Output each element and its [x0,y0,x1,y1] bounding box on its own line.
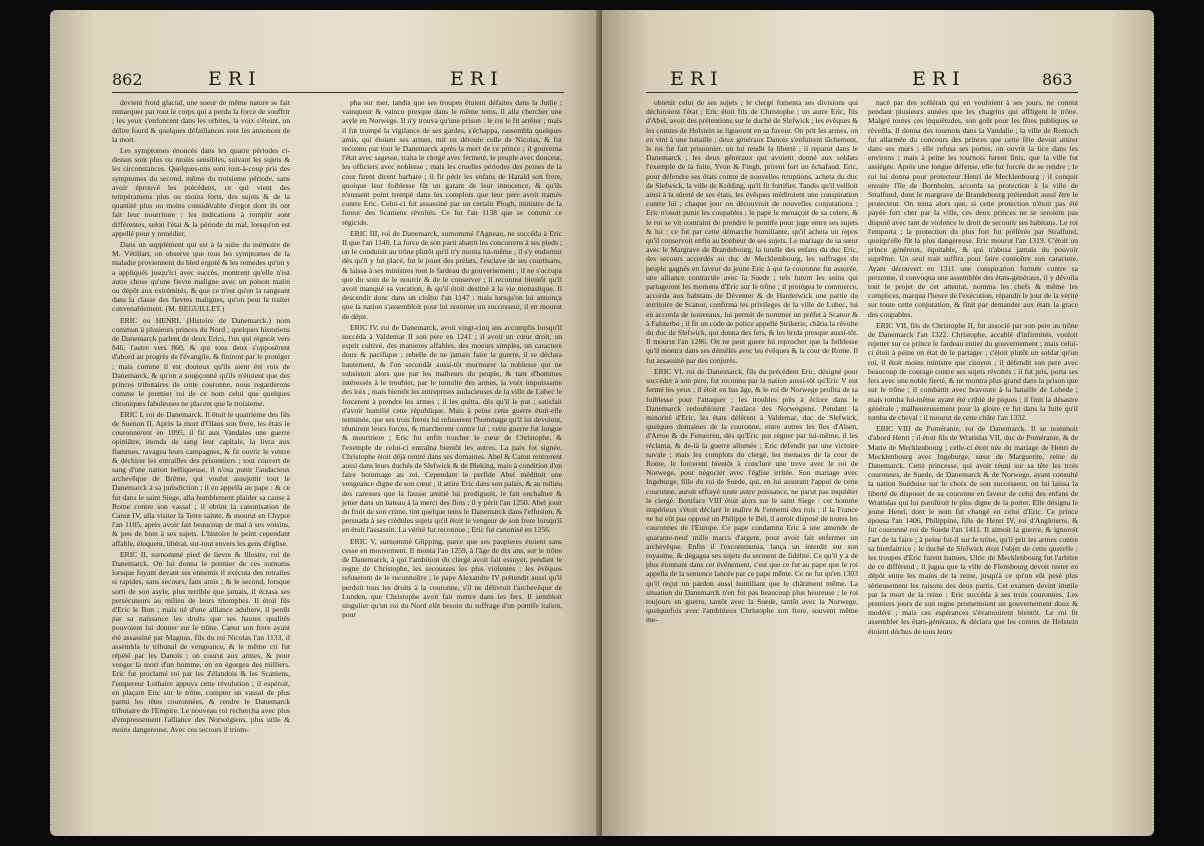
right-page [602,10,1154,836]
paragraph: ERIC VIII de Poméranie, roi de Danemarck. Il se nommoit d'abord Henri ; il étoit fils de Wratislas VII, duc de Poméranie, & de Marie de Mecklenbourg ; celle-ci étoit née du mariage de Henri de Mecklenbourg avec Ingeburge, sœur de Marguerite, reine de Danemarck. Cette princesse, qui avoit réuni sur sa tête les trois couronnes, de Suede, de Danemarck & de Norwege, ayant consulté la nation Suédoise sur le choix de son successeur, on lui laissa la liberté de disposer de sa couronne en faveur de celui des enfans de Wratislas qui lui paroîtroit le plus digne de la porter. Elle désigna le jeune Henri, dont le nom fut changé en celui d'Eric. Ce prince épousa l'an 1406, Philippine, fille de Henri IV, roi d'Angleterre, & fut couronné roi de Suede l'an 1411. Il aimoit la guerre, & ignoroit l'art de la faire ; à peine fut-il sur le trône, qu'il prit les armes contre sa bienfaitrice ; le duché de Slefwick étoit l'objet de cette querelle ; les troupes d'Eric furent battues, Ulric de Mecklenbourg fut l'arbitre de ce différend ; il jugea que la ville de Flensbourg devoit rester en dépôt entre les mains de la reine, jusqu'à ce qu'on eût pesé plus sérieusement les raisons des deux partis. Cet examen devint inutile par la mort de la reine : Eric succéda à ses trois couronnes. Les premiers jours de son regne promettoient un gouvernement doux & modéré ; mais ces espérances s'évanouirent bientôt. Le roi fit assembler les états-généraux, & déclara que les comtes de Holstein étoient déchus de tous leurs [868,424,1078,636]
paragraph: pha sur mer, tandis que ses troupes étoient défaites dans la Jutlie ; vainqueur & vaincu presque dans le même tems, il alla chercher une asyle en Norwege. Il n'y trouva qu'une prison : le roi le fit arrêter ; mais il fut trompé la vigilance de ses gardes, s'échappa, rassembla quelques amis, qui étoient ses armes, mit en déroute celle de Nicolas, & fut reconnu par tout le Danemarck après la mort de ce prince ; il gouverna l'état avec sagesse, traita le clergé avec fermeté, le peuple avec douceur, les officiers avec noblesse ; mais les cruelles périodes des peines de la cour firent dirent barbare ; il fit périr les enfans de Harald son frere, quoique leur foiblesse fût un garant de leur innocence, & qu'ils n'eussent point trempé dans les complots que leur pere avoit tramés contre Eric. Celui-ci fut assassiné par un certain Plogh, ministre de la fureur des Scaniens révoltés. Ce fut l'an 1138 que se commit ce régicide. [342,98,562,227]
paragraph: ERIC III, roi de Danemarck, surnommé l'Agneau, ne succéda à Eric II que l'an 1140. La force de son parti abattit les concurrens à ses pieds ; on le conduisit au trône plutôt qu'il n'y monta lui-même ; il s'y endormit dès qu'il y fut placé, fut le jouet des prélats, l'esclave de ses courtisans, & laissa à ses ministres tout le fardeau du gouvernement ; il ne s'occupa que du soin de le nourrir & de le conserver ; il reconnut bientôt qu'il avoit manqué sa vocation, & qu'il étoit destiné à la vie monastique. Il descendit donc dans un cloître l'an 1147 : mais lorsqu'on lui annonça que la nation s'assembloit pour lui nommer un successeur, il en mourut de dépit. [342,228,562,321]
open-book [50,10,1154,836]
paragraph: devient froid glacial, une sueur de même nature se fait remarquer par tout le corps qui a perdu la force de souffrir ; les yeux s'enfoncent dans les orbites, la voix s'éteint, un délire fourd & quelques défaillances sont les annonces de la mort. [112,98,290,144]
paragraph: ERIC I, roi de Danemarck. Il étoit le quatrieme des fils de Suenon II. Après la mort d'Olaus son frere, les états le couronnerent en 1095, il fit aux Vandales une guerre opiniâtre, inonda de sang leur capitale, la livra aux flammes, ravagea leurs campagnes, & fit ouvrir le ventre & déchirer les entrailles des prisonniers ; tout couvert de sang d'une nation belliqueuse, il n'osa punir l'audacieux archevêque de Brême, qui voulut assujettir tout le Danemarck à sa jurisdiction ; il en appella au pape : & ce fut dans le saint Siege, alla humblement plaider sa cause à Rome contre son vassal ; il obtint la canonisation de Canut IV, alla visiter la Terre sainte, & mourut en Chypre l'an 1105, après avoir fait beaucoup de mal à ses voisins, & peu de bien à ses sujets. L'histoire le peint cependant affable, éloquent, libéral, sur-tout envers les gens d'église. [112,409,290,548]
paragraph: obtenir celui de ses sujets ; le clergé fomenta ses divisions qui déchiroient l'état ; Eric étoit fils de Christophe ; un autre Eric, fils d'Abel, avoit des prétentions sur le duché de Slefwick ; les évêques & les comtes de Holstein se liguerent en sa faveur. On prit les armes, on en vint à une bataille ; deux généraux Danois s'enfuirent lâchement, le roi fut fait prisonnier, on lui rendit la liberté ; il reparut dans le Danemarck ; les deux généraux qui avoient donné aux soldats l'exemple de la fuite, Yvon & Fingh, prirent fort un échafaud. Eric, pour défendre ses états contre de nouvelles irruptions, acheta du duc de Slefwick, la ville de Kolding, qu'il fit fortifier. Tandis qu'il veilloit ainsi à la sûreté de ses états, les évêques méditoient une conspiration contre lui ; chaque jour on découvroit de nouvelles conjurations ; Eric n'osoit punir les coupables ; le pape le menaçoit de sa colere, & le roi se vit contraint de prendre le pontife pour juge entre ses sujets & lui ; ce fut par cette démarche humiliante, qu'il acheta un repos qu'il conservoit enfin au bonheur de ses sujets. Le mariage de sa sœur avec le Margrave de Brandebourg, la tutelle des enfans du duc Eric, des secours accordés au duc de Mecklembourg, les suffrages du peuple gagnés en faveur du jeune Eric à qui la couronne fut assurée, une alliance contractée avec la Suede ; tels furent les soins qui partagerent les momens d'Eric sur le trône ; il protégea le commerce, accorda aux habitans de Déventer & de Harderwick une partie du territoire de Scanor, confirma les privileges de la ville de Lubec, lui en accorda de nouveaux, lui permit de nommer un préfet à Scanor & à Falsterbo ; il fit un code de police appellé Strikerie, châtia la révolte du duc de Slefwick, qui donna des fers, & les brida presque aussi-tôt. Il mourut l'an 1286. On ne peut guere lui reprocher que la foiblesse qu'il montra dans ses démêlés avec les évêques & la cour de Rome. Il fut assassiné par des conjurés. [646,98,858,365]
right-running-head-1: ERI [670,68,724,90]
left-header-rule [112,92,564,93]
paragraph: Dans un supplément qui est à la suite du mémoire de M. Vétillart, on observe que tous les symptomes de la maladie proviennent du bled ergoté & les remedes qu'on y a appliqués jusqu'ici avec succès, montrent qu'elle n'est autre chose qu'une fievre maligne avec un poison malin ou dépôt aux extrémités, & que ce n'est qu'en la rangeant dans la classe des fievres malignes, qu'on peut la traiter convenablement. (M. BEGUILLET.) [112,240,290,314]
right-column-2 [868,98,1078,638]
paragraph: ERIC IV, roi de Danemarck, avoit vingt-cinq ans accomplis lorsqu'il succéda à Valdemar II son pere en 1241 ; il avoit un cœur droit, un esprit cultivé, des manieres affables, des moeurs simples, un caractere doux & pacifique ; rebelle de ne jamais faire la guerre, il se déclara hautement, & l'on secondât aussi-tôt murmurer la noblesse qui ne subsistoit alors que par les malheurs du peuple, & tant d'hommes intéressés à le troubler, par le tumulte des armes, la voix impuissante des loix ; mais bientôt les entreprises audacieuses de la ville de Lubec le forcerent à prendre les armes ; il les quitta, dès qu'il le put ; satisfait d'avoir humilié cette république. Mais à peine cette guerre étoit-elle terminée, que ses trois freres lui refuserent l'hommage qu'il lui devoient, réunirent leurs forces, & marcherent contre lui ; cette guerre fut longue & meurtriere ; Eric fut enfin toucher le cœur de Christophe, & l'exemple de celui-ci entraîna bientôt les autres. La paix fut signée, Christophe étoit déjà rentré dans ses domaines. Abel & Canut rentrerent aussi dans leurs duchés de Slefwick & de Bleking, mais à condition d'en faire hommage au roi. Cependant le perfide Abel méditoit une vengeance digne de son cœur ; il attire Eric dans son palais, & au milieu des caresses que la fausse amitié lui prodiguoit, le fait enchaîner & jetter dans un bateau à la merci des flots ; il y périt l'an 1250. Abel jouit du fruit de son crime, tint quelque tems le Danemarck dans l'effusion, & persuada à ses crédules sujets qu'il étoit le vengeur de son frere lorsqu'il en étoit l'assassin. La vérité fut reconnue ; Eric fut canonisé en 1256. [342,322,562,535]
left-running-head-1: ERI [208,68,262,90]
paragraph: ERIC V, surnommé Glipping, parce que ses paupieres étoient sans cesse en mouvement. Il monta l'an 1259, à l'âge de dix ans, sur le trône de Danemarck, à qui l'ambition du clergé avoit fait essuyer, pendant le regne de Christophe, les secousses les plus violentes ; les évêques refuserent de le reconnoître ; le pape Alexandre IV prétendit aussi qu'il perdoit tous les droits à la couronne, s'il ne délivroit l'archevêque de Lunden, que Christophe avoit fait mettre dans les fers. Il sembloit singulier qu'un roi du Nord elût besoin du suffrage d'un pontife italien, pour [342,536,562,620]
left-column-2 [342,98,562,621]
paragraph: ERIC VI, roi de Danemarck, fils du précédent Eric, désigné pour succéder à son pere, fut reconnu par la nation aussi-tôt qu'Eric V eut fermé les yeux ; il étoit en bas âge, & le roi de Norwege profita de sa foiblesse pour l'attaquer ; les troubles près à éclore dans le Danemarck redoubloient l'audace des Norwégiens. Pendant la minorité d'Eric, les états déférent à Valdemar, duc de Slefwick, quelques domaines de la couronne, entre autres les îles d'Alsen, d'Arroe & de Femerren, dès qu'Eric put régner par lui-même, il les réclama, & de-là la guerre allumée ; Eric défendit par une victoire navale ; mais les complots du clergé, les menaces de la cour de Rome, le forcerent bientôt à conclure une treve avec le roi de Norwege, pour négocier avec l'église irritée. Son mariage avec Ingeburge, fille du roi de Suede, qui, en lui assurant l'appui de cette couronne, auroit effrayé toute autre puissance, ne parut pas inquiéter le clergé. Boniface VIII étoit alors sur le saint Siege : cet homme impérieux s'étoit déclaré le maître & l'ennemi des rois ; il la France ne lui eût pas opposé un Philippe le Bel, il auroit disposé de toutes les couronnes de l'Europe. Ce pape condamna Eric à une amende de quarante-neuf mille marcs d'argent, pour avoir fait enfermer un archevêque. Enfin il l'excommunia, lança un interdit sur son royaume, & dégagea ses sujets du serment de fidélité. Ce qu'il y a de plus étonnant dans cet événement, c'est que ce fut au pape que le roi appella de la sentence lancée par ce pape même. Ce ne fut qu'en 1303 qu'il reçut un pardon aussi humiliant que le châtiment même. La situation du Danemarck n'en fut pas beaucoup plus heureuse ; le roi toujours en guerre, tantôt avec la Suede, tantôt avec la Norwege, quelquefois avec l'ambitieux Christophe son frere, souvent même me- [646,366,858,625]
paragraph: nacé par des scélérats qui en vouloient à ses jours, ne connut pendant plusieurs années que les chagrins qui affligent le trône. Malgré toutes ces inquiétudes, son goût pour les fêtes publiques se réveilla. Il donna des tournois dans la Vandalie ; la ville de Rostoch fut allarmée du concours des princes que cette fête devoit attirer dans ses murs ; elle refusa ses portes, on ouvrit la lice dans les environs ; mais à peine les tournois furent finis, que la ville fut assiégée. Après une longue défense, elle fut forcée de se rendre ; le roi lui donna pour protecteur Henri de Mecklenbourg ; il conquit ensuite l'île de Bornholm, accorda sa protection à la ville de Stralfund, dont le margrave de Brandebourg prétendoit aussi être le protecteur. On tenta alors que, si cette protection n'étoit pas été payée fort cher par la ville, ces deux princes ne se seroient pas disputé avec tant de violence le droit de secourir ses habitans. Le roi l'emporta ; la protection du plus fort fut préférée par Stralfund, quoiqu'elle fût la plus dangereuse. Eric mourut l'an 1319. C'étoit un prince généreux, équitable, & qui n'abusa jamais du pouvoir suprême. Un seul trait suffira pour faire connoître son caractere. Ayant découvert en 1311 une conspiration formée contre sa personne, il convoqua une assemblée des états-généraux, il y dévoila tout le projet de cet attentat, nomma les chefs & même les complices, marqua l'heure de l'exécution, répandit le jour de la vérité sur toute cette conjuration, & finit par demander aux états la grace des coupables. [868,98,1078,319]
left-column-1 [112,98,290,736]
paragraph: ERIC II, surnommé pied de lievre & Illustre, roi de Danemarck. On lui donna le premier de ces surnoms lorsque fuyant devant ses ennemis il exécuta des retraites si rapides, sans secours, fans amis ; & le second, lorsque sorti de son asyle, plus terrible que jamais, il écrasa ses persécuteurs au milieu de leurs triomphes. Il étoit fils d'Eric le Bon ; mais né d'une alliance adultere, il perdit par sa naissance les droits que ses hautes qualités pouvoient lui donner sur le trône. Canut son frere ayant été assassiné par Magnus, fils du roi Nicolas l'an 1133, il assembla le tribunal de vengeance, & le même cri fut répété par les Danois ; on courut aux armes, & pour venger la mort d'un homme, on en égorgea des milliers. Eric fut proclamé roi par les Zélandois & les Scaniens, l'empereur Lothaire appuya cette révolution ; il espéroit, en plaçant Eric sur le trône, compter un vassal de plus parmi les têtes couronnées, & rendre le Danemarck tributaire de l'Empire. Le nouveau roi rechercha avec plus d'empressement l'alliance des Norwégiens, plus utile & moins dangereuse. Avec ces secours il triom- [112,549,290,734]
paragraph: ERIC ou HENRI, (Histoire de Danemarck.) nom commun à plusieurs princes du Nord ; quelques historiens de Danemarck parlent de deux Erics, l'un qui régnoit vers 846, l'autre vers 860, & qui tous deux s'opposèrent d'abord au progrès de l'évangile, & finirent par le protéger ; mais comme il est douteux qu'ils aient été rois de Danemarck, & qu'on a soupçonné qu'ils n'étoient que des princes tributaires de cette couronne, nous regarderons comme le premier roi de ce nom celui que quelques chroniques fabuleuses ne placent que le troisieme. [112,315,290,408]
right-page-edges [1152,16,1154,830]
right-column-1 [646,98,858,627]
paragraph: Les symptomes énoncés dans les quatre périodes ci-dessus sont plus ou moins sensibles, suivant les sujets & les circonstances. Quelques-uns sont tout-à-coup pris des symptomes du second, même du troisieme période, sans avoir éprouvé les précédens, ce qui vient des tempéramens plus ou moins forts, des sujets & de la quantité plus ou moins considérable d'ergot dont ils ont fait leur nourriture : les indications à remplir sont différentes, selon l'état & la période du mal, lorsqu'on est appellé pour y remédier. [112,146,290,238]
left-running-head-2: ERI [450,68,504,90]
right-page-number: 863 [1042,70,1073,89]
right-running-head-2: ERI [912,68,966,90]
left-page [50,10,602,836]
left-page-number: 862 [112,70,143,89]
left-page-edges [50,16,52,830]
right-header-rule [646,92,1078,93]
paragraph: ERIC VII, fils de Christophe II, fut associé par son pere au trône de Danemarck l'an 1322. Christophe, accablé d'infirmités, vouloit rejetter sur ce prince le fardeau entier du gouvernement ; mais celui-ci étoit à peine en état de le partager ; c'étoit plutôt un soldat qu'un roi, il étoit moins ministre que citoyen ; il défendit son pere avec beaucoup de courage contre ses sujets révoltés ; il fut pris, porta ses fers avec une noble fierté, & ne montra plus grand dans la prison que sur le trône ; il combattit avec bravoure à la bataille de Lohede ; mais tomba lui-même ayant été criblé de piques ; il finit la désastre générale ; malheureusement pour la gloire ce fut dans la fuite qu'il tomba de cheval : il mourut de cette chûte l'an 1332. [868,320,1078,422]
